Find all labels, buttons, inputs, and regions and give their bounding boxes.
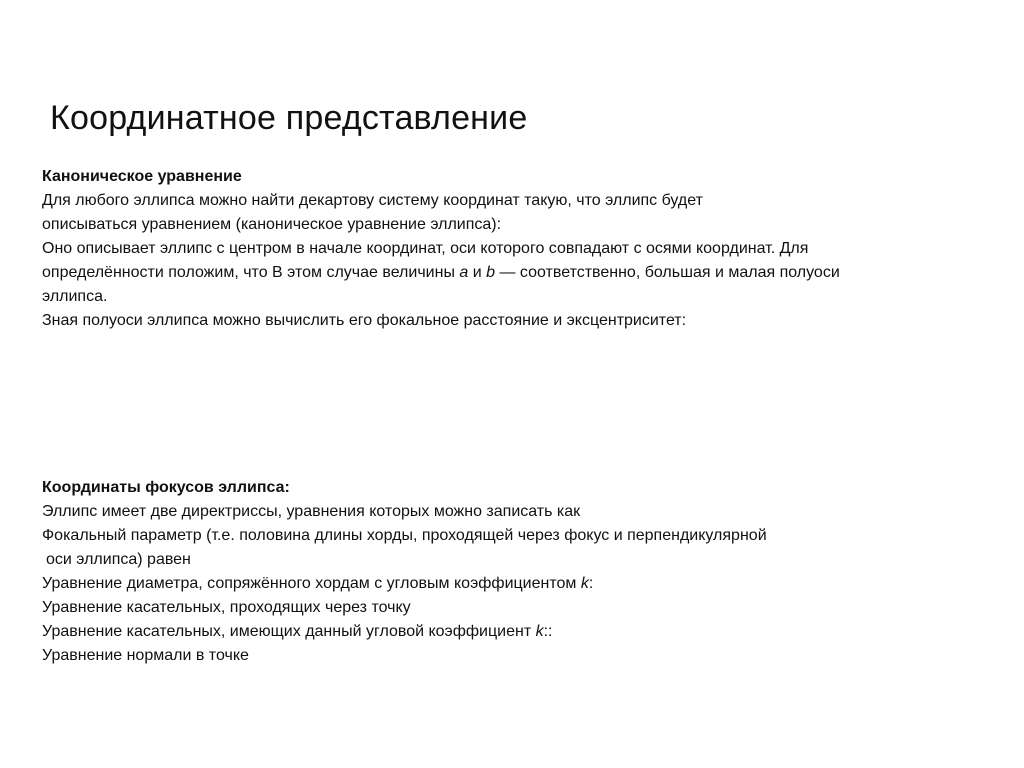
variable-k: k [535, 623, 544, 640]
variable-k: k [580, 575, 589, 592]
text-fragment: Уравнение касательных, имеющих данный угловой коэффициент [42, 623, 536, 640]
text-line-tangent-slope [42, 620, 982, 644]
variable-a: a [459, 264, 469, 281]
text-fragment: и [468, 264, 487, 281]
text-line: Уравнение нормали в точке [42, 647, 249, 664]
text-line: Зная полуоси эллипса можно вычислить его фокальное расстояние и эксцентриситет: [42, 312, 687, 329]
text-fragment: определённости положим, что В этом случае величины [42, 264, 460, 281]
variable-b: b [486, 264, 496, 281]
text-fragment: — соответственно, большая и малая полуоси [495, 264, 840, 281]
text-line-semiaxes [42, 261, 982, 285]
text-line: Уравнение касательных, проходящих через точку [42, 599, 411, 616]
slide-title: Координатное представление [50, 99, 528, 137]
text-fragment: :: [543, 623, 553, 640]
section-heading-canonical: Каноническое уравнение [42, 168, 242, 185]
text-line-diameter [42, 572, 982, 596]
text-line: оси эллипса) равен [46, 551, 191, 568]
text-line: описываться уравнением (каноническое уравнение эллипса): [42, 216, 502, 233]
text-line: Фокальный параметр (т.е. половина длины хорды, проходящей через фокус и перпендикулярной [42, 527, 767, 544]
text-fragment: : [588, 575, 594, 592]
text-fragment: Уравнение диаметра, сопряжённого хордам с угловым коэффициентом [42, 575, 581, 592]
foci-section [42, 476, 982, 668]
section-heading-foci: Координаты фокусов эллипса: [42, 479, 290, 496]
text-line: эллипса. [42, 288, 108, 305]
canonical-equation-section [42, 165, 982, 333]
text-line: Эллипс имеет две директриссы, уравнения которых можно записать как [42, 503, 581, 520]
text-line: Оно описывает эллипс с центром в начале координат, оси которого совпадают с осями координат. Для [42, 240, 809, 257]
text-line: Для любого эллипса можно найти декартову систему координат такую, что эллипс будет [42, 192, 703, 209]
